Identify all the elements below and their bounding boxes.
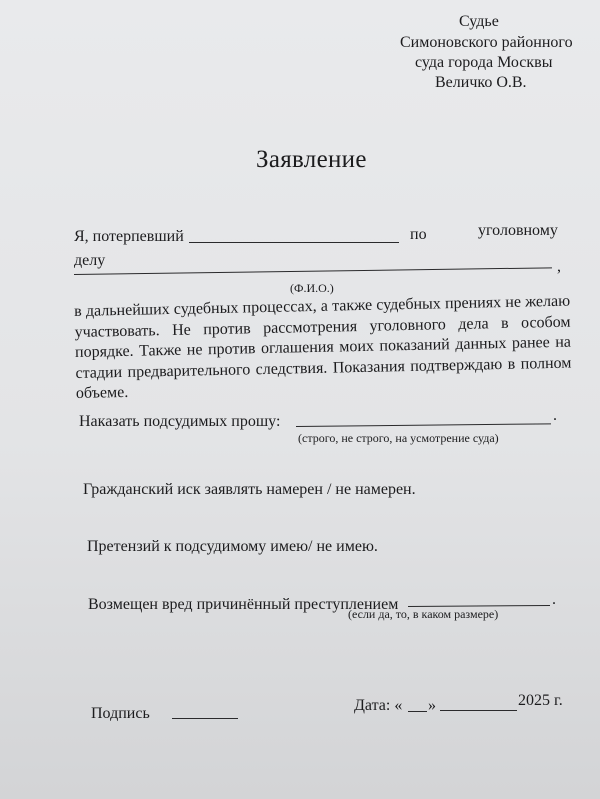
punish-end: . [553, 407, 557, 424]
intro-text-case: делу [74, 252, 106, 269]
harm-hint: (если да, то, в каком размере) [348, 607, 499, 621]
harm-end: . [552, 591, 556, 608]
fio-hint: (Ф.И.О.) [290, 281, 334, 295]
addressee-line-2: Симоновского районного [400, 34, 573, 51]
fio-fill-line-1[interactable] [189, 242, 399, 243]
punish-label: Наказать подсудимых прошу: [79, 413, 281, 430]
addressee-line-1: Судье [459, 13, 499, 30]
intro-comma: , [557, 258, 561, 275]
intro-text-po: по [410, 226, 427, 243]
punish-hint: (строго, не строго, на усмотрение суда) [298, 431, 499, 445]
date-day-fill-line[interactable] [408, 711, 427, 712]
addressee-line-4: Величко О.В. [435, 74, 527, 91]
date-month-fill-line[interactable] [440, 710, 517, 711]
harm-label: Возмещен вред причинённый преступлением [88, 596, 399, 613]
date-close-quote: » [428, 697, 436, 714]
addressee-line-3: суда города Москвы [415, 54, 553, 71]
case-fill-line[interactable] [74, 267, 552, 275]
intro-text-criminal: уголовному [478, 222, 558, 239]
document-title: Заявление [256, 146, 367, 173]
punish-fill-line[interactable] [296, 423, 551, 427]
signature-fill-line[interactable] [172, 718, 238, 719]
body-paragraph: в дальнейших судебных процессах, а также судебных прениях не желаю участвовать. Не против рассмотрения уголовного дела в особом порядке. Также не против оглашения моих показаний данных ранее на стадии предварительного следствия. Показания подтверждаю в полном объеме. [74, 292, 572, 402]
date-year: 2025 г. [518, 692, 563, 709]
intro-text-victim: Я, потерпевший [74, 228, 184, 245]
civil-claim-text: Гражданский иск заявлять намерен / не намерен. [83, 481, 416, 498]
date-prefix: Дата: « [354, 697, 403, 714]
claims-text: Претензий к подсудимому имею/ не имею. [87, 538, 378, 555]
signature-label: Подпись [91, 705, 150, 722]
